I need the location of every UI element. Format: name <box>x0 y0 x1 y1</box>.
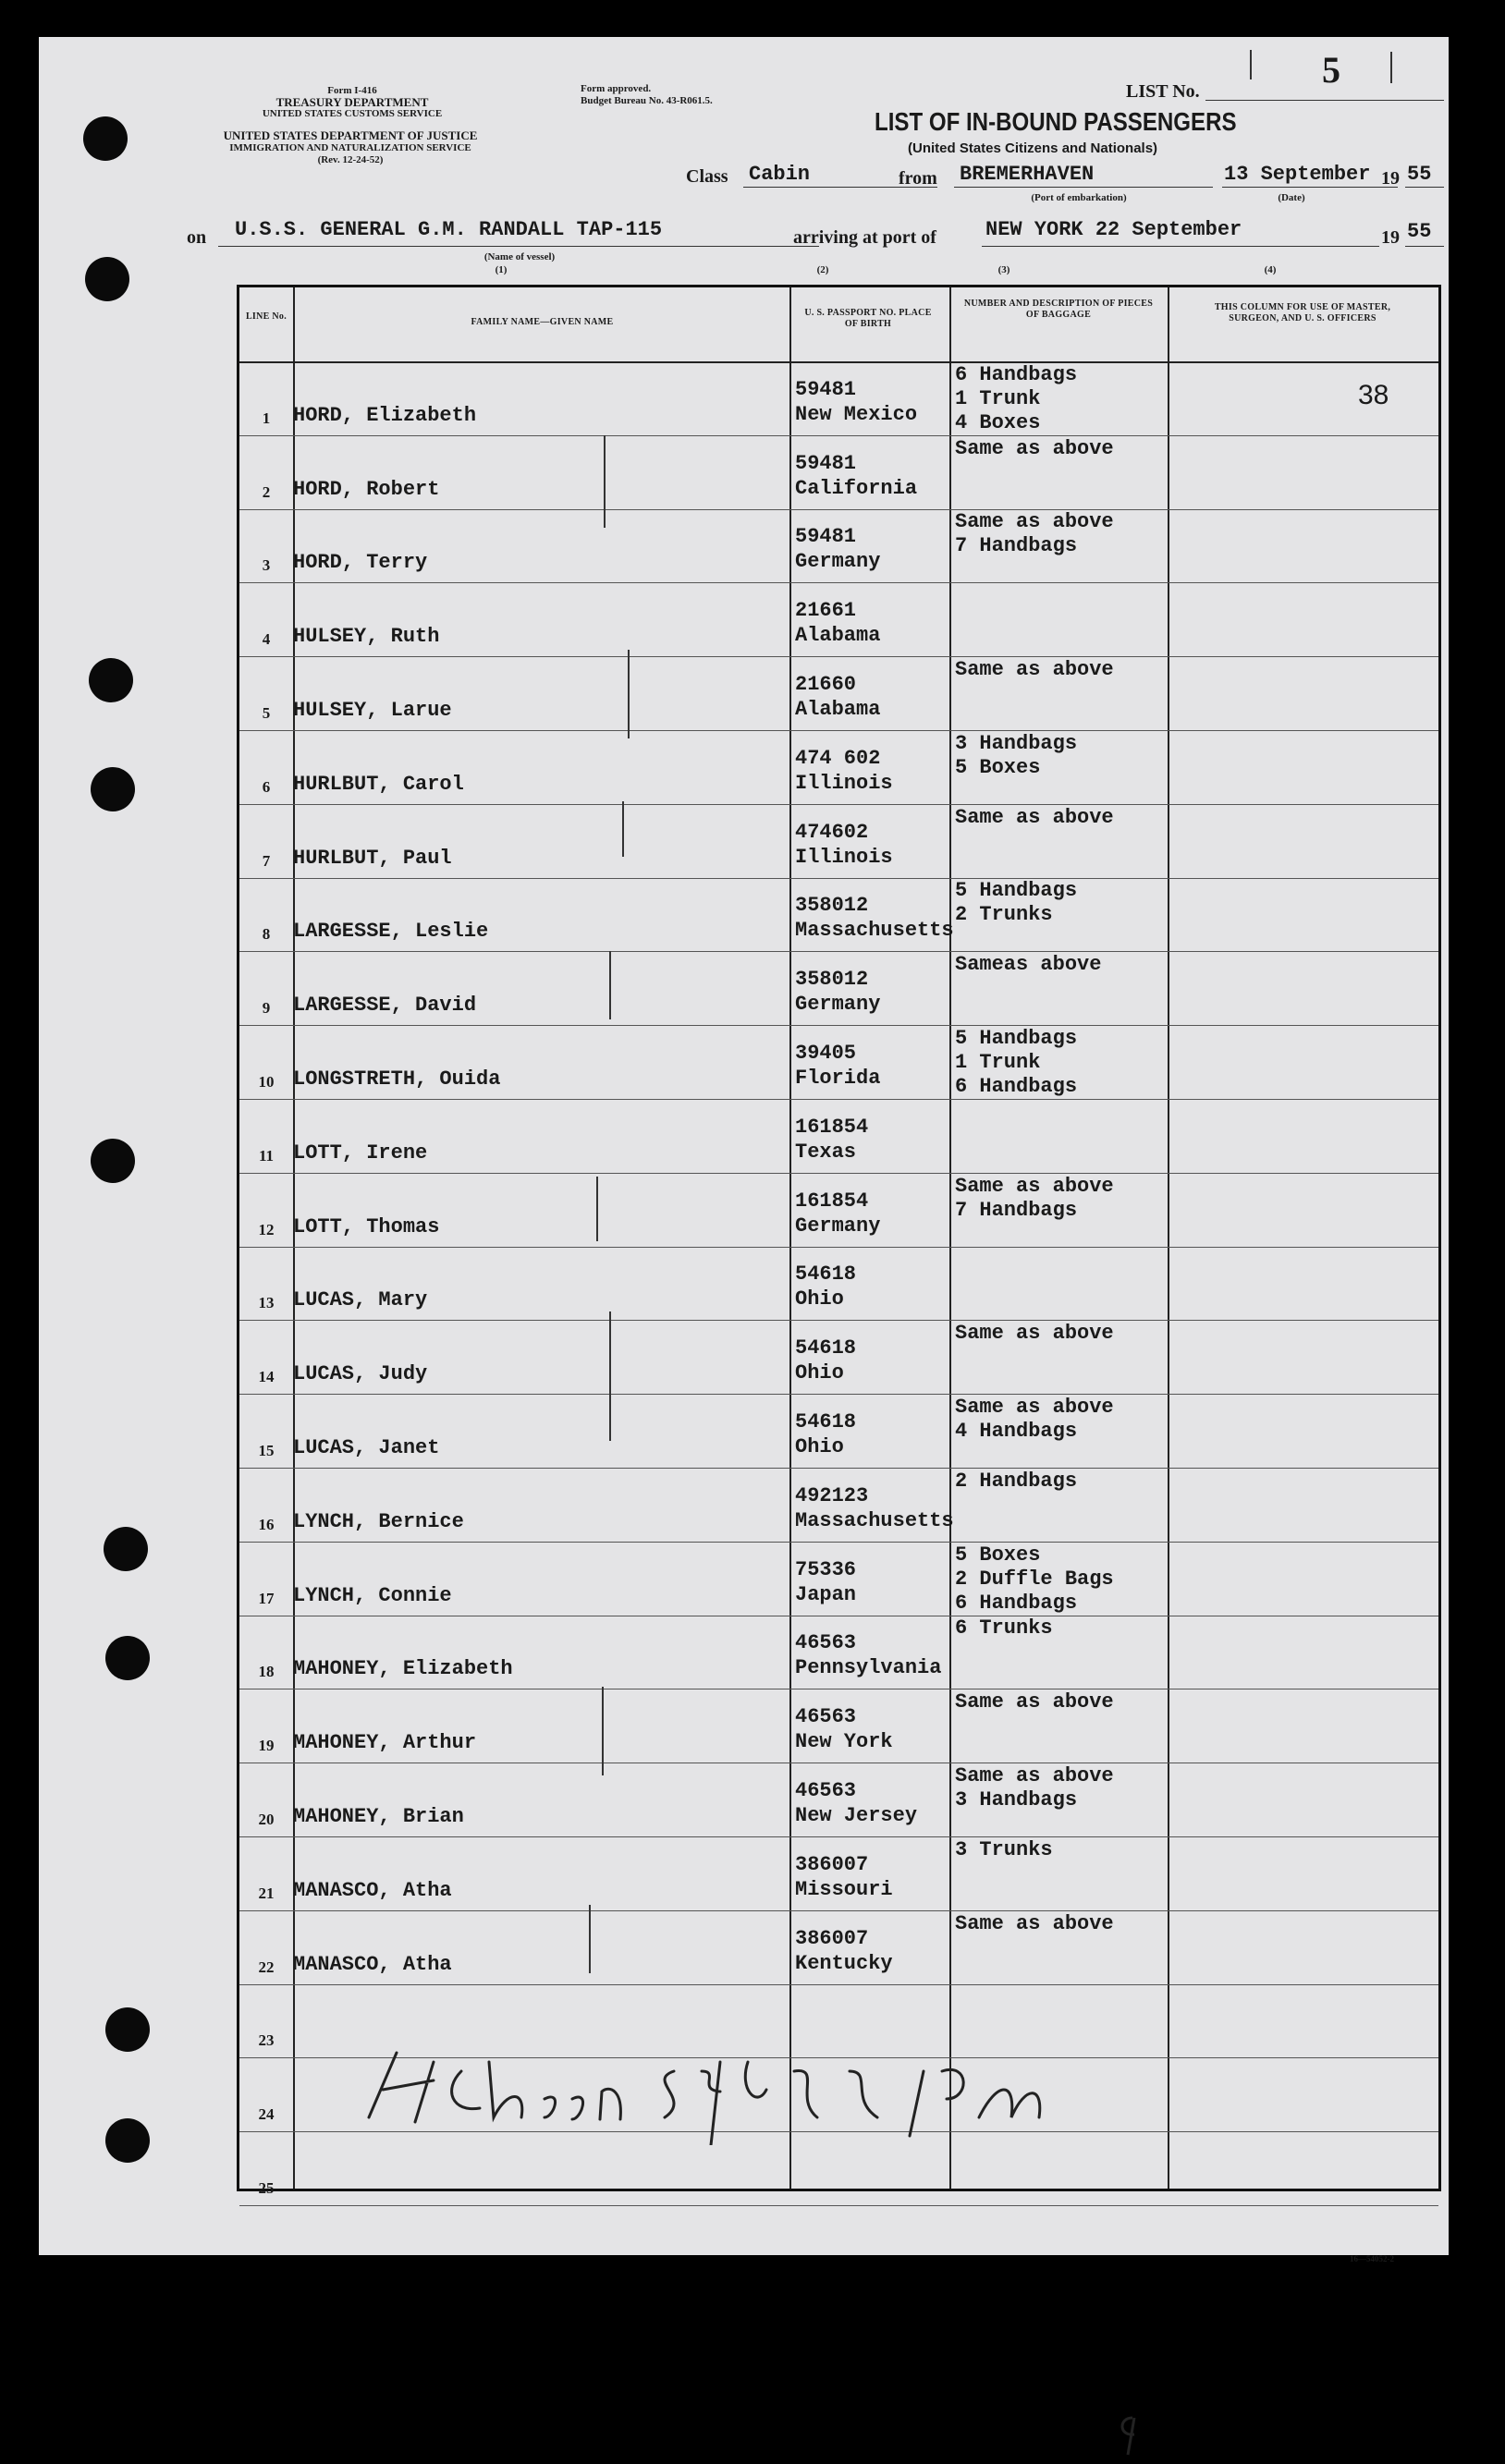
passport-number: 59481 <box>795 451 857 475</box>
row-divider <box>239 1320 1438 1321</box>
place-of-birth: Ohio <box>795 1287 844 1311</box>
place-of-birth: Germany <box>795 550 881 574</box>
passenger-name: HULSEY, Larue <box>293 699 452 722</box>
baggage-item: 6 Handbags <box>955 362 1078 386</box>
row-divider <box>239 656 1438 657</box>
place-of-birth: California <box>795 476 918 500</box>
baggage-item: 3 Handbags <box>955 1788 1078 1811</box>
passenger-name: MAHONEY, Arthur <box>293 1731 477 1755</box>
passenger-name: LOTT, Irene <box>293 1141 428 1165</box>
row-divider <box>239 1468 1438 1469</box>
row-divider <box>239 730 1438 731</box>
row-divider <box>239 509 1438 510</box>
header-name: FAMILY NAME—GIVEN NAME <box>471 317 614 327</box>
passenger-table <box>237 285 1441 2197</box>
passport-number: 21661 <box>795 599 857 623</box>
row-divider <box>239 1173 1438 1174</box>
line-number: 8 <box>262 925 271 944</box>
passport-number: 59481 <box>795 525 857 549</box>
from-label: from <box>899 168 937 189</box>
place-of-birth: New Jersey <box>795 1804 918 1827</box>
baggage-item: 1 Trunk <box>955 1051 1041 1074</box>
passport-number: 358012 <box>795 894 869 918</box>
inspector-signature <box>332 2034 1164 2145</box>
punch-hole <box>105 2118 150 2163</box>
passport-number: 59481 <box>795 377 857 401</box>
baggage-item: 3 Handbags <box>955 731 1078 755</box>
passport-number: 358012 <box>795 968 869 992</box>
place-of-birth: Texas <box>795 1140 857 1164</box>
passport-number: 54618 <box>795 1262 857 1287</box>
baggage-item: Same as above <box>955 1690 1114 1714</box>
place-of-birth: Germany <box>795 1214 881 1238</box>
line-number: 16 <box>258 1515 275 1533</box>
line-number: 14 <box>258 1368 275 1386</box>
place-of-birth: Massachusetts <box>795 919 954 943</box>
passenger-name: LYNCH, Bernice <box>293 1509 464 1533</box>
line-number: 21 <box>258 1884 275 1902</box>
line-number: 10 <box>258 1073 275 1091</box>
class-label: Class <box>686 166 728 187</box>
baggage-item: 3 Trunks <box>955 1837 1053 1861</box>
passenger-name: MANASCO, Atha <box>293 1952 452 1976</box>
place-of-birth: Pennsylvania <box>795 1656 942 1680</box>
punch-hole <box>91 1139 135 1183</box>
line-number: 23 <box>258 2031 275 2050</box>
row-divider <box>239 804 1438 805</box>
passport-number: 39405 <box>795 1042 857 1065</box>
place-of-birth: Illinois <box>795 771 893 795</box>
passenger-name: HORD, Elizabeth <box>293 403 477 427</box>
row-divider <box>239 2205 1438 2206</box>
header-passport: U. S. PASSPORT NO. PLACE OF BIRTH <box>804 308 932 329</box>
punch-hole <box>91 767 135 811</box>
year-prefix: 19 <box>1381 168 1400 189</box>
punch-hole <box>89 658 133 702</box>
col-label-4: (4) <box>1264 264 1277 275</box>
passenger-name: HORD, Robert <box>293 477 440 501</box>
embarkation-date: 13 September <box>1224 163 1371 186</box>
treasury-dept: TREASURY DEPARTMENT <box>275 95 429 109</box>
arrival-year: 55 <box>1407 220 1432 243</box>
line-number: 22 <box>258 1958 275 1976</box>
row-divider <box>239 435 1438 436</box>
line-number: 11 <box>258 1146 275 1165</box>
passport-number: 161854 <box>795 1189 869 1213</box>
row-divider <box>239 1910 1438 1911</box>
baggage-item: 2 Trunks <box>955 903 1053 927</box>
baggage-item: 2 Handbags <box>955 1469 1078 1493</box>
form-approved: Form approved. <box>581 83 652 94</box>
header-officers: THIS COLUMN FOR USE OF MASTER, SURGEON, AND U. S. OFFICERS <box>1214 302 1391 323</box>
line-number: 7 <box>262 851 271 870</box>
row-divider <box>239 582 1438 583</box>
line-number: 13 <box>258 1294 275 1312</box>
place-of-birth: Alabama <box>795 624 881 648</box>
baggage-item: Same as above <box>955 1764 1114 1787</box>
passport-number: 161854 <box>795 1115 869 1139</box>
passenger-name: HURLBUT, Paul <box>293 846 452 870</box>
baggage-item: Same as above <box>955 805 1114 829</box>
baggage-item: Same as above <box>955 1322 1114 1346</box>
page-title: LIST OF IN-BOUND PASSENGERS <box>875 107 1237 136</box>
baggage-item: Same as above <box>955 1911 1114 1935</box>
baggage-item: Same as above <box>955 510 1114 534</box>
baggage-item: 4 Handbags <box>955 1420 1078 1443</box>
place-of-birth: Florida <box>795 1067 881 1090</box>
port-of-embarkation: BREMERHAVEN <box>960 163 1095 186</box>
arriving-label: arriving at port of <box>793 227 936 248</box>
passport-number: 75336 <box>795 1557 857 1581</box>
line-number: 6 <box>262 777 271 796</box>
place-of-birth: Missouri <box>795 1877 893 1901</box>
place-of-birth: New York <box>795 1730 893 1754</box>
arrival-year-prefix: 19 <box>1381 227 1400 248</box>
vessel-name: U.S.S. GENERAL G.M. RANDALL TAP-115 <box>235 218 663 241</box>
on-label: on <box>187 227 207 248</box>
place-of-birth: Alabama <box>795 698 881 721</box>
baggage-item: 5 Handbags <box>955 1027 1078 1050</box>
baggage-item: 1 Trunk <box>955 386 1041 410</box>
baggage-item: 7 Handbags <box>955 1198 1078 1222</box>
col-label-1: (1) <box>495 264 508 275</box>
place-of-birth: Massachusetts <box>795 1508 954 1532</box>
row-divider <box>239 1984 1438 1985</box>
row-divider <box>239 1394 1438 1395</box>
date-caption: (Date) <box>1278 192 1305 203</box>
passport-number: 386007 <box>795 1926 869 1950</box>
passenger-name: LUCAS, Mary <box>293 1288 428 1312</box>
line-number: 25 <box>258 2179 275 2197</box>
place-of-birth: Illinois <box>795 845 893 869</box>
form-revision: (Rev. 12-24-52) <box>317 154 384 165</box>
passport-number: 54618 <box>795 1410 857 1433</box>
line-number: 3 <box>262 556 271 575</box>
header-line-no: LINE No. <box>245 311 288 322</box>
passport-number: 21660 <box>795 673 857 696</box>
passport-number: 474602 <box>795 820 869 844</box>
row-divider <box>239 878 1438 879</box>
baggage-item: 5 Boxes <box>955 755 1041 779</box>
place-of-birth: Ohio <box>795 1435 844 1458</box>
baggage-item: Sameas above <box>955 953 1102 977</box>
line-number: 5 <box>262 704 271 722</box>
embarkation-year: 55 <box>1407 163 1432 186</box>
baggage-item: Same as above <box>955 1174 1114 1198</box>
list-no-label: LIST No. <box>1126 81 1200 102</box>
passport-number: 46563 <box>795 1631 857 1655</box>
punch-hole <box>105 1636 150 1680</box>
passenger-name: LARGESSE, David <box>293 994 477 1018</box>
justice-dept: UNITED STATES DEPARTMENT OF JUSTICE <box>223 128 478 142</box>
col-label-3: (3) <box>997 264 1010 275</box>
passport-number: 46563 <box>795 1779 857 1802</box>
line-number: 1 <box>262 409 271 427</box>
baggage-item: 4 Boxes <box>955 410 1041 434</box>
line-number: 15 <box>258 1442 275 1459</box>
passport-number: 54618 <box>795 1336 857 1360</box>
line-number: 4 <box>262 630 271 649</box>
punch-hole <box>105 2007 150 2052</box>
baggage-item: Same as above <box>955 658 1114 681</box>
passenger-name: LONGSTRETH, Ouida <box>293 1067 501 1091</box>
passenger-name: MAHONEY, Brian <box>293 1805 464 1828</box>
passenger-name: LYNCH, Connie <box>293 1583 452 1607</box>
baggage-item: 6 Handbags <box>955 1591 1078 1615</box>
place-of-birth: Kentucky <box>795 1951 893 1975</box>
punch-hole <box>83 116 128 161</box>
list-number: 5 <box>1322 49 1340 91</box>
passport-number: 46563 <box>795 1705 857 1729</box>
place-of-birth: Germany <box>795 993 881 1017</box>
svg-text:H Sheen Sept 22 55: H Sheen Sept 22 55 <box>341 2053 349 2054</box>
punch-hole <box>104 1527 148 1571</box>
passenger-name: MANASCO, Atha <box>293 1878 452 1902</box>
manifest-page <box>39 37 1449 2263</box>
passport-number: 386007 <box>795 1852 869 1876</box>
baggage-item: 6 Trunks <box>955 1616 1053 1641</box>
baggage-item: Same as above <box>955 436 1114 460</box>
baggage-item: 5 Handbags <box>955 879 1078 903</box>
row-divider <box>239 951 1438 952</box>
passenger-name: LARGESSE, Leslie <box>293 920 489 944</box>
header-baggage: NUMBER AND DESCRIPTION OF PIECES OF BAGGAGE <box>963 299 1154 320</box>
page-subtitle: (United States Citizens and Nationals) <box>908 140 1158 156</box>
line-number: 18 <box>258 1663 275 1681</box>
baggage-item: 2 Duffle Bags <box>955 1567 1114 1591</box>
line-number: 24 <box>258 2105 275 2124</box>
passenger-name: LUCAS, Janet <box>293 1436 440 1459</box>
baggage-item: 7 Handbags <box>955 534 1078 558</box>
row-divider <box>239 1025 1438 1026</box>
officer-note: 38 <box>1358 380 1389 410</box>
passenger-name: MAHONEY, Elizabeth <box>293 1657 513 1681</box>
baggage-item: 5 Boxes <box>955 1543 1041 1567</box>
passenger-name: HORD, Terry <box>293 551 428 575</box>
row-divider <box>239 1099 1438 1100</box>
vessel-caption: (Name of vessel) <box>483 251 556 262</box>
passenger-name: HULSEY, Ruth <box>293 625 440 649</box>
passenger-name: LOTT, Thomas <box>293 1214 440 1238</box>
line-number: 2 <box>262 482 271 501</box>
punch-hole <box>85 257 129 301</box>
handwritten-mark <box>1105 2409 1160 2464</box>
budget-bureau: Budget Bureau No. 43-R061.5. <box>581 95 713 106</box>
place-of-birth: Japan <box>795 1582 857 1606</box>
baggage-item: Same as above <box>955 1396 1114 1419</box>
form-number: Form I-416 <box>327 85 377 96</box>
baggage-item: 6 Handbags <box>955 1075 1078 1098</box>
immigration-service: IMMIGRATION AND NATURALIZATION SERVICE <box>229 142 471 153</box>
line-number: 17 <box>258 1589 275 1607</box>
class-value: Cabin <box>749 163 811 186</box>
passenger-name: LUCAS, Judy <box>293 1362 428 1386</box>
passport-number: 492123 <box>795 1483 869 1507</box>
customs-service: UNITED STATES CUSTOMS SERVICE <box>262 108 443 119</box>
line-number: 9 <box>262 999 271 1018</box>
line-number: 20 <box>258 1811 275 1828</box>
line-number: 12 <box>258 1220 275 1238</box>
port-caption: (Port of embarkation) <box>1031 192 1127 203</box>
line-number: 19 <box>258 1737 275 1755</box>
footer-code: 16—54052-2 <box>1350 2254 1394 2263</box>
row-divider <box>239 1836 1438 1837</box>
arrival-port: NEW YORK 22 September <box>985 218 1242 241</box>
place-of-birth: Ohio <box>795 1361 844 1385</box>
place-of-birth: New Mexico <box>795 402 918 426</box>
col-label-2: (2) <box>816 264 829 275</box>
passenger-name: HURLBUT, Carol <box>293 772 464 796</box>
row-divider <box>239 1247 1438 1248</box>
row-divider <box>239 1542 1438 1543</box>
passport-number: 474 602 <box>795 746 881 770</box>
